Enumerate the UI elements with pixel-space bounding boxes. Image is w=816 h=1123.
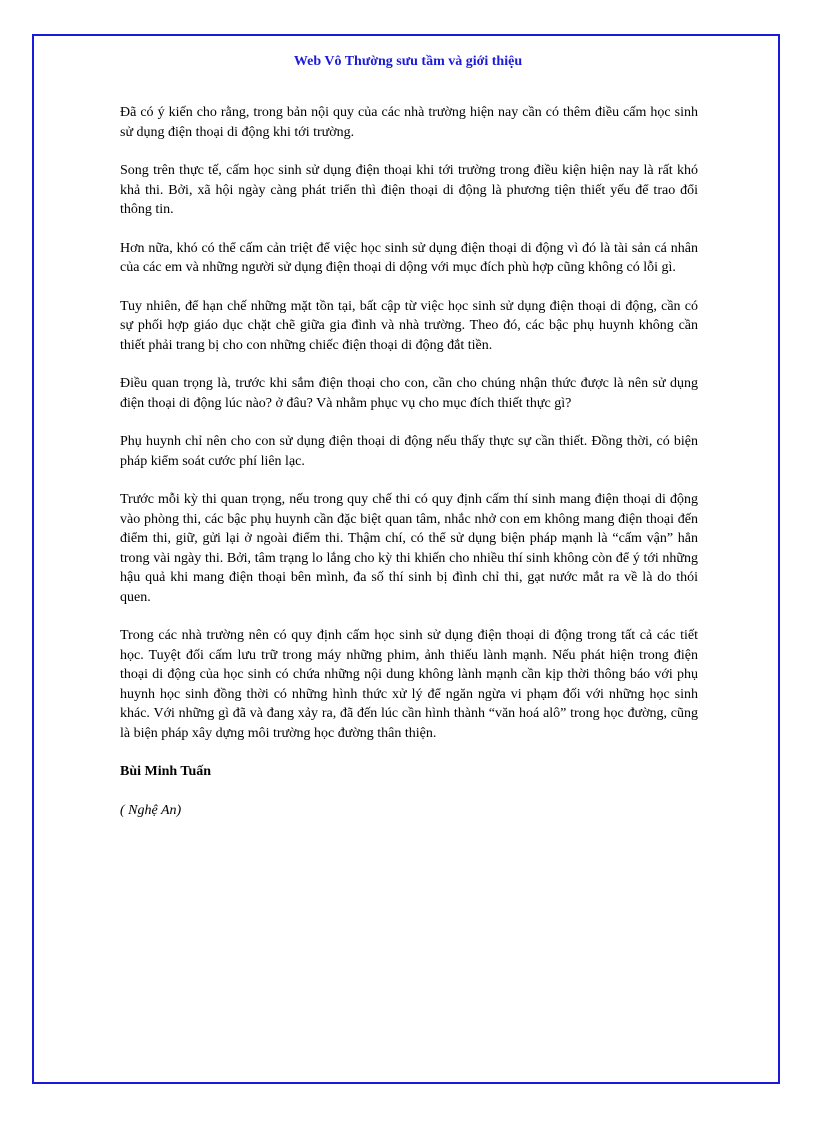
author-location: ( Nghệ An): [120, 802, 182, 818]
article-paragraph: Tuy nhiên, để hạn chế những mặt tồn tại, bất cập từ việc học sinh sử dụng điện thoại di động, cần có sự phối hợp giáo dục chặt chẽ giữa gia đình và nhà trường. Theo đó, các bậc phụ huynh không cần thiết phải trang bị cho con những chiếc điện thoại di động đắt tiền.: [120, 298, 698, 353]
article-body: [120, 103, 698, 839]
article-paragraph: Trước mỗi kỳ thi quan trọng, nếu trong quy chế thi có quy định cấm thí sinh mang điện thoại di động vào phòng thi, các bậc phụ huynh cần đặc biệt quan tâm, nhắc nhở con em không mang điện thoại đến điểm thi, giữ, gửi lại ở ngoài điểm thi. Thậm chí, có thể sử dụng biện pháp mạnh là “cấm vận” hẳn trong vài ngày thi. Bởi, tâm trạng lo lắng cho kỳ thi khiến cho nhiều thí sinh không còn để ý tới những hậu quả khi mang điện thoại bên mình, đa số thí sinh bị đình chỉ thi, gạt nước mắt ra về là do thói quen.: [120, 492, 698, 605]
page-header-title: Web Vô Thường sưu tầm và giới thiệu: [293, 54, 523, 69]
article-paragraph: Điều quan trọng là, trước khi sắm điện thoại cho con, cần cho chúng nhận thức được là nên sử dụng điện thoại di động lúc nào? ở đâu? Và nhằm phục vụ cho mục đích thiết thực gì?: [120, 376, 698, 411]
article-paragraph: Đã có ý kiến cho rằng, trong bản nội quy của các nhà trường hiện nay cần có thêm điều cấm học sinh sử dụng điện thoại di động khi tới trường.: [120, 105, 698, 140]
article-paragraph: Hơn nữa, khó có thể cấm cản triệt để việc học sinh sử dụng điện thoại di động vì đó là tài sản cá nhân của các em và những người sử dụng điện thoại di dộng với mục đích phù hợp cũng không có lỗi gì.: [120, 240, 698, 275]
article-paragraph: Song trên thực tế, cấm học sinh sử dụng điện thoại khi tới trường trong điều kiện hiện nay là rất khó khả thi. Bởi, xã hội ngày càng phát triển thì điện thoại di động là phương tiện thiết yếu để trao đổi thông tin.: [120, 163, 698, 217]
article-paragraph: Phụ huynh chỉ nên cho con sử dụng điện thoại di động nếu thấy thực sự cần thiết. Đồng thời, có biện pháp kiểm soát cước phí liên lạc.: [120, 434, 698, 469]
article-paragraph: Trong các nhà trường nên có quy định cấm học sinh sử dụng điện thoại di động trong tất cả các tiết học. Tuyệt đối cấm lưu trữ trong máy những phim, ảnh thiếu lành mạnh. Nếu phát hiện trong điện thoại di động của học sinh có chứa những nội dung không lành mạnh cần kịp thời thông báo với phụ huynh học sinh đồng thời có những hình thức xử lý để ngăn ngừa vi phạm đối với những học sinh khác. Với những gì đã và đang xảy ra, đã đến lúc cần hình thành “văn hoá alô” trong học đường, cũng là biện pháp xây dựng môi trường học đường thân thiện.: [120, 628, 698, 741]
author-name: Bùi Minh Tuấn: [120, 764, 212, 779]
